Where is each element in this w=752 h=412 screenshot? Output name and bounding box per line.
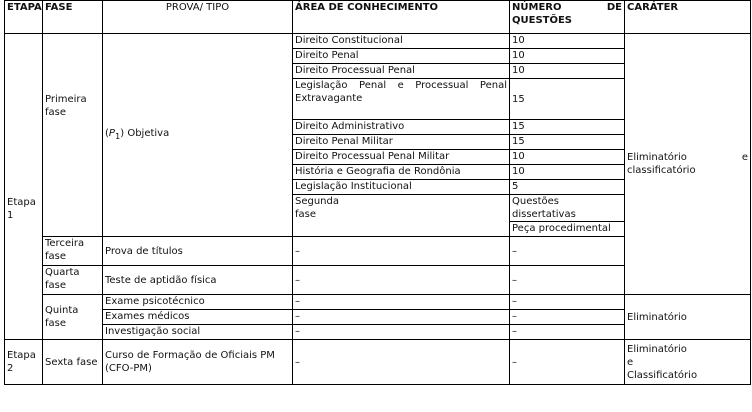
fase1-prova-cell (103, 34, 293, 237)
area-cell: Direito Penal Militar (293, 135, 510, 150)
fase3-label-b: fase (45, 251, 67, 262)
num-cell: 10 (510, 49, 625, 64)
area-cell: – (293, 266, 510, 295)
area-cell: – (293, 237, 510, 266)
table-header-row (5, 1, 751, 34)
fase1-label-a: Primeira (45, 93, 87, 105)
fase5-carater-cell: Eliminatório (625, 295, 751, 340)
num-cell: 10 (510, 150, 625, 165)
fase5-prova-cell: Exame psicotécnico (103, 295, 293, 310)
table-row (5, 340, 751, 385)
area-cell: Direito Administrativo (293, 120, 510, 135)
fase5-prova-cell: Investigação social (103, 325, 293, 340)
fase1-carater-cell (625, 34, 751, 295)
fase6-carater-c: Classificatório (627, 369, 698, 381)
fase4-label-a: Quarta (45, 267, 80, 278)
num-cell: – (510, 310, 625, 325)
etapa1-cell (5, 79, 43, 340)
header-numero-de: DE (606, 2, 622, 13)
fase1-carater-c: classificatório (627, 165, 696, 176)
area-word: Processual (415, 80, 469, 91)
fase1-top-cell (43, 34, 103, 79)
header-numero-word: NÚMERO (512, 2, 562, 13)
fase1-prova-suffix: ) Objetiva (120, 128, 170, 139)
area-cell: Direito Constitucional (293, 34, 510, 49)
etapa2-label-a: Etapa (7, 350, 36, 361)
num-cell: 15 (510, 135, 625, 150)
fase1-prova-p: P (108, 128, 115, 139)
num-cell: 15 (510, 120, 625, 135)
fase2-label-b: fase (295, 209, 317, 220)
area-cell: Questões dissertativas (510, 195, 625, 222)
fase1-prova-prefix: ( (105, 128, 109, 139)
header-prova: PROVA/ TIPO (103, 1, 293, 34)
num-cell: 15 (510, 79, 625, 120)
num-cell: 10 (510, 165, 625, 180)
area-cell: Direito Penal (293, 49, 510, 64)
area-word: Penal (479, 80, 507, 91)
fase2-label-cell (293, 195, 510, 237)
area-cell: Legislação Institucional (293, 180, 510, 195)
header-fase: FASE (43, 1, 103, 34)
area-cell (293, 79, 510, 120)
etapa2-label-b: 2 (7, 363, 14, 374)
area-cell: – (293, 310, 510, 325)
fase3-label-cell (43, 237, 103, 266)
fase6-carater-cell (625, 340, 751, 385)
num-cell: 5 (510, 180, 625, 195)
fase6-label-cell: Sexta fase (43, 340, 103, 385)
header-numero-questoes: QUESTÕES (512, 15, 573, 26)
area-cell: História e Geografia de Rondônia (293, 165, 510, 180)
num-cell: – (510, 295, 625, 310)
header-numero (510, 1, 625, 34)
fase6-carater-a: Eliminatório (627, 343, 687, 355)
area-cell: Direito Processual Penal (293, 64, 510, 79)
fase1-label-b: fase (45, 106, 67, 118)
fase6-carater-b: e (627, 356, 634, 368)
fase3-prova-cell: Prova de títulos (103, 237, 293, 266)
etapa1-label-a: Etapa (7, 196, 36, 208)
fase1-label-cell (43, 79, 103, 237)
area-word: e (397, 80, 404, 91)
etapa2-cell (5, 340, 43, 385)
fase1-prova-sub: 1 (114, 131, 121, 141)
fase4-label-cell (43, 266, 103, 295)
fase3-label-a: Terceira (45, 238, 85, 249)
area-cell: – (293, 340, 510, 385)
table-row (5, 34, 751, 49)
area-cell: – (293, 295, 510, 310)
area-word: Extravagante (295, 93, 363, 104)
area-word: Penal (359, 80, 387, 91)
num-cell: – (510, 325, 625, 340)
etapa1-top-cell (5, 34, 43, 79)
num-cell: – (510, 237, 625, 266)
num-cell: 10 (510, 64, 625, 79)
fase6-prova-a: Curso de Formação de Oficiais PM (105, 350, 275, 361)
num-cell: – (510, 340, 625, 385)
fase1-carater-a: Eliminatório (627, 152, 687, 163)
fase6-prova-b: (CFO-PM) (105, 363, 152, 374)
table-row (5, 295, 751, 310)
area-cell: Peça procedimental (510, 222, 625, 237)
fase4-prova-cell: Teste de aptidão física (103, 266, 293, 295)
area-cell: – (293, 325, 510, 340)
header-area: ÁREA DE CONHECIMENTO (293, 1, 510, 34)
area-word: Legislação (295, 80, 348, 91)
header-etapa: ETAPA (5, 1, 43, 34)
fase5-prova-cell: Exames médicos (103, 310, 293, 325)
fase1-carater-b: e (741, 152, 748, 163)
etapa1-label-b: 1 (7, 209, 14, 221)
area-cell: Direito Processual Penal Militar (293, 150, 510, 165)
phases-table (4, 0, 751, 385)
fase5-label-cell: Quinta fase (43, 295, 103, 340)
fase6-prova-cell (103, 340, 293, 385)
fase2-label-a: Segunda (295, 196, 339, 207)
num-cell: – (510, 266, 625, 295)
fase4-label-b: fase (45, 280, 67, 291)
document-page (4, 0, 750, 385)
header-carater: CARÁTER (625, 1, 751, 34)
num-cell: 10 (510, 34, 625, 49)
